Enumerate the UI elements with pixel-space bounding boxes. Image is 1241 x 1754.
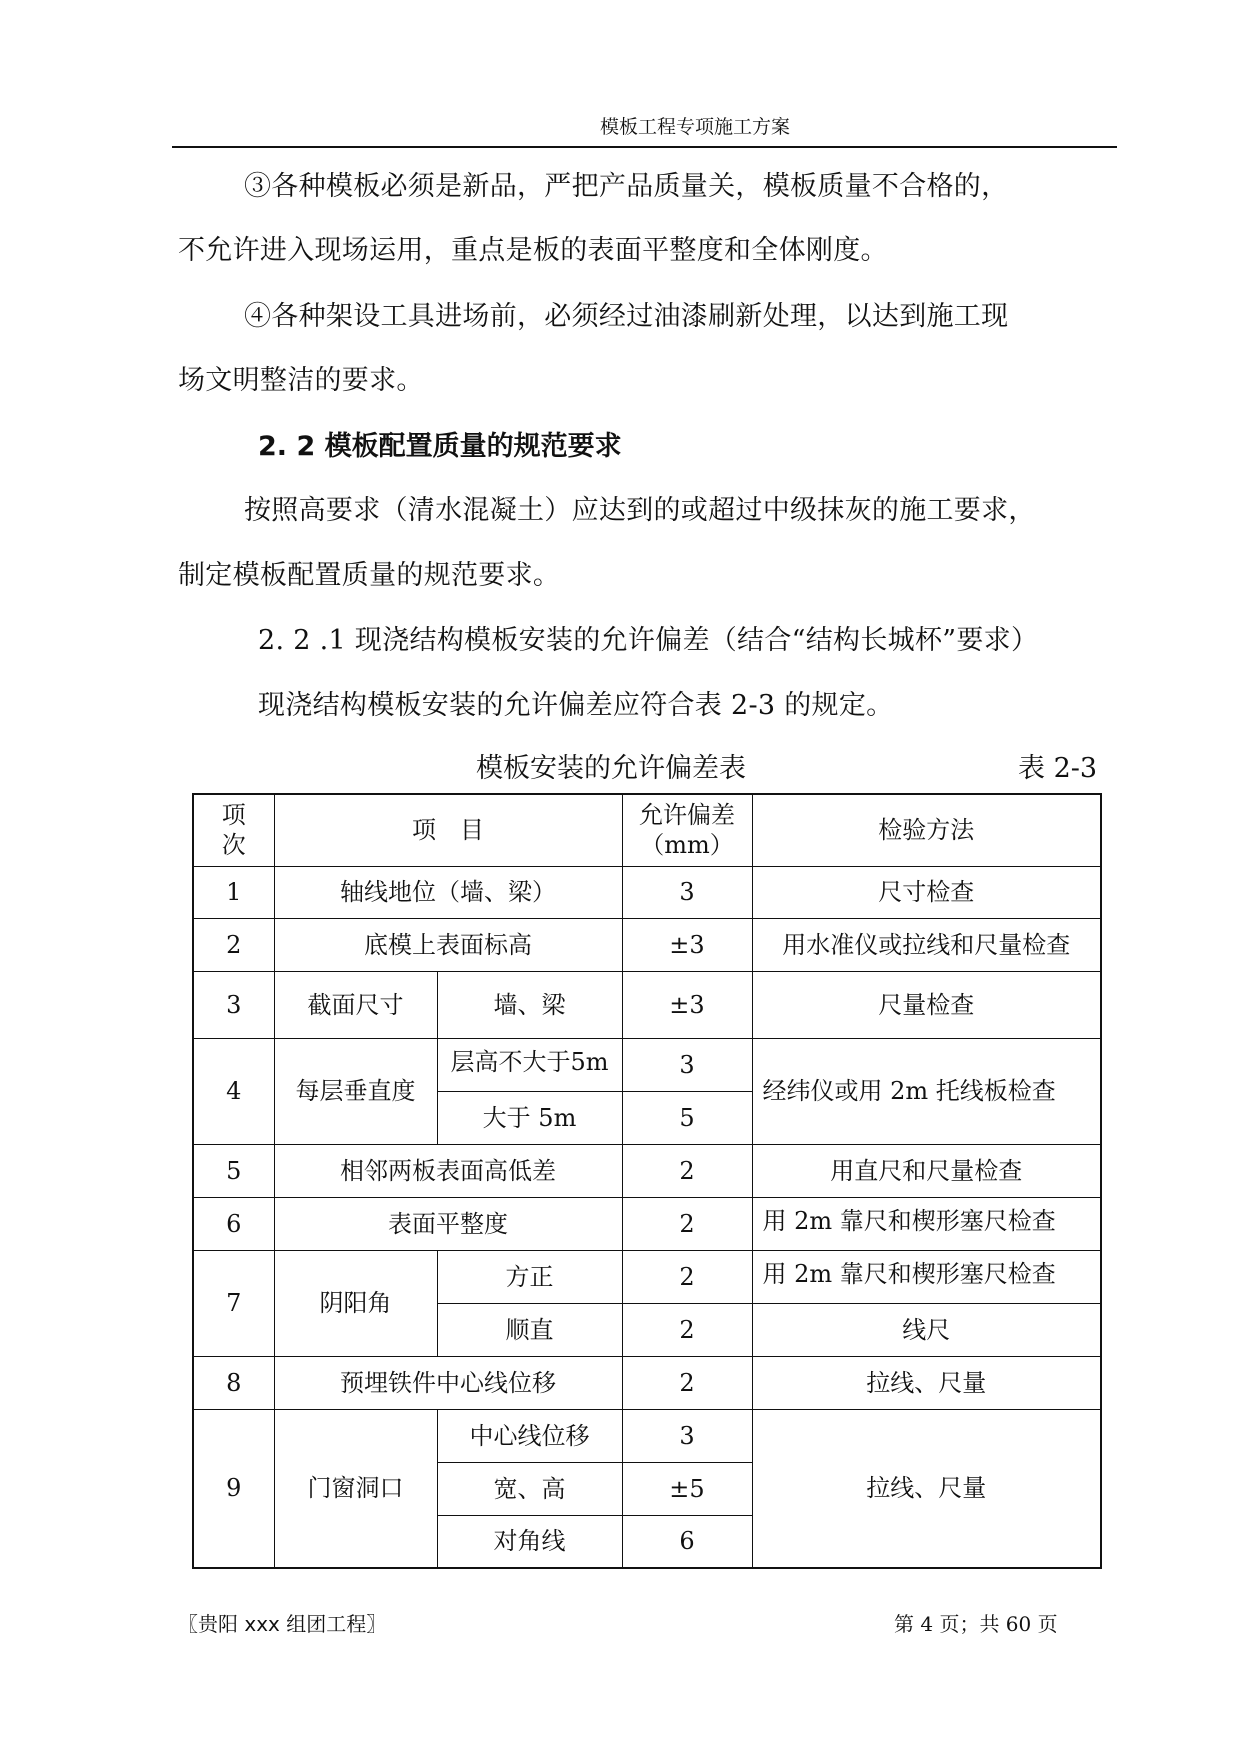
cell-tolerance: 3	[622, 1409, 752, 1462]
header-item: 项 目	[274, 794, 622, 866]
cell-index: 4	[193, 1038, 274, 1144]
cell-method: 用直尺和尺量检查	[752, 1144, 1101, 1197]
cell-tolerance: ±5	[622, 1462, 752, 1515]
cell-item: 相邻两板表面高低差	[274, 1144, 622, 1197]
cell-subitem: 中心线位移	[437, 1409, 622, 1462]
cell-method: 尺寸检查	[752, 866, 1101, 918]
cell-subitem: 方正	[437, 1250, 622, 1303]
cell-method: 用水准仪或拉线和尺量检查	[752, 918, 1101, 971]
cell-method-text: 用 2m 靠尺和楔形塞尺检查	[762, 1259, 1056, 1288]
table-number: 表 2-3	[1018, 753, 1098, 784]
cell-method: 拉线、尺量	[752, 1356, 1101, 1409]
cell-tolerance: 2	[622, 1197, 752, 1250]
cell-tolerance: 3	[622, 1038, 752, 1091]
tolerance-table	[192, 793, 1102, 1569]
paragraph-3-line-2: 不允许进入现场运用，重点是板的表面平整度和全体刚度。	[178, 235, 888, 266]
table-row	[193, 866, 1101, 918]
cell-tolerance: 2	[622, 1356, 752, 1409]
footer-page-number: 第 4 页；共 60 页	[894, 1612, 1058, 1636]
cell-subitem: 墙、梁	[437, 971, 622, 1038]
cell-method-text: 用 2m 靠尺和楔形塞尺检查	[762, 1206, 1056, 1235]
table-row	[193, 1144, 1101, 1197]
cell-item: 截面尺寸	[274, 971, 437, 1038]
table-row	[193, 1197, 1101, 1250]
table-row	[193, 1356, 1101, 1409]
cell-method	[752, 1250, 1101, 1303]
cell-method: 拉线、尺量	[752, 1409, 1101, 1568]
cell-subitem: 对角线	[437, 1515, 622, 1568]
cell-index: 6	[193, 1197, 274, 1250]
cell-subitem: 顺直	[437, 1303, 622, 1356]
cell-tolerance: 3	[622, 866, 752, 918]
paragraph-4-line-2: 场文明整洁的要求。	[178, 365, 424, 396]
cell-tolerance: 2	[622, 1144, 752, 1197]
cell-method	[752, 1197, 1101, 1250]
header-rule	[172, 146, 1117, 148]
sub-heading: 2. 2 .1 现浇结构模板安装的允许偏差（结合“结构长城杯”要求）	[258, 625, 1039, 656]
cell-index: 7	[193, 1250, 274, 1356]
cell-item: 轴线地位（墙、梁）	[274, 866, 622, 918]
cell-item: 每层垂直度	[274, 1038, 437, 1144]
cell-tolerance: 6	[622, 1515, 752, 1568]
cell-item: 表面平整度	[274, 1197, 622, 1250]
cell-index: 1	[193, 866, 274, 918]
table-row	[193, 1250, 1101, 1303]
cell-index: 3	[193, 971, 274, 1038]
cell-item: 阴阳角	[274, 1250, 437, 1356]
cell-index: 9	[193, 1409, 274, 1568]
paragraph-4-line-1: ④各种架设工具进场前，必须经过油漆刷新处理，以达到施工现	[244, 301, 1009, 332]
cell-tolerance: ±3	[622, 918, 752, 971]
cell-tolerance: ±3	[622, 971, 752, 1038]
cell-item: 预埋铁件中心线位移	[274, 1356, 622, 1409]
paragraph-3-line-1: ③各种模板必须是新品，严把产品质量关，模板质量不合格的，	[244, 171, 1009, 202]
paragraph-intro-line-1: 按照高要求（清水混凝土）应达到的或超过中级抹灰的施工要求，	[244, 495, 1036, 526]
cell-method: 经纬仪或用 2m 托线板检查	[752, 1038, 1101, 1144]
cell-subitem: 大于 5m	[437, 1091, 622, 1144]
cell-index: 2	[193, 918, 274, 971]
table-reference-text: 现浇结构模板安装的允许偏差应符合表 2-3 的规定。	[258, 690, 894, 721]
header-tolerance: 允许偏差 （mm）	[622, 794, 752, 866]
cell-subitem: 宽、高	[437, 1462, 622, 1515]
table-row	[193, 1409, 1101, 1462]
table-row	[193, 1038, 1101, 1091]
cell-subitem	[437, 1038, 622, 1091]
table-caption: 模板安装的允许偏差表	[476, 753, 746, 784]
cell-index: 5	[193, 1144, 274, 1197]
table-row	[193, 918, 1101, 971]
header-title: 模板工程专项施工方案	[600, 116, 791, 138]
cell-item: 底模上表面标高	[274, 918, 622, 971]
header-index: 项 次	[193, 794, 274, 866]
cell-tolerance: 2	[622, 1250, 752, 1303]
table-header-row	[193, 794, 1101, 866]
cell-item: 门窗洞口	[274, 1409, 437, 1568]
cell-method: 尺量检查	[752, 971, 1101, 1038]
header-method: 检验方法	[752, 794, 1101, 866]
cell-method: 线尺	[752, 1303, 1101, 1356]
table-row	[193, 971, 1101, 1038]
cell-tolerance: 2	[622, 1303, 752, 1356]
cell-index: 8	[193, 1356, 274, 1409]
section-heading: 2. 2 模板配置质量的规范要求	[258, 431, 622, 462]
cell-subitem-text: 层高不大于5m	[450, 1047, 609, 1076]
footer-project-name: 〖贵阳 xxx 组团工程〗	[178, 1612, 387, 1636]
paragraph-intro-line-2: 制定模板配置质量的规范要求。	[178, 560, 561, 591]
cell-tolerance: 5	[622, 1091, 752, 1144]
